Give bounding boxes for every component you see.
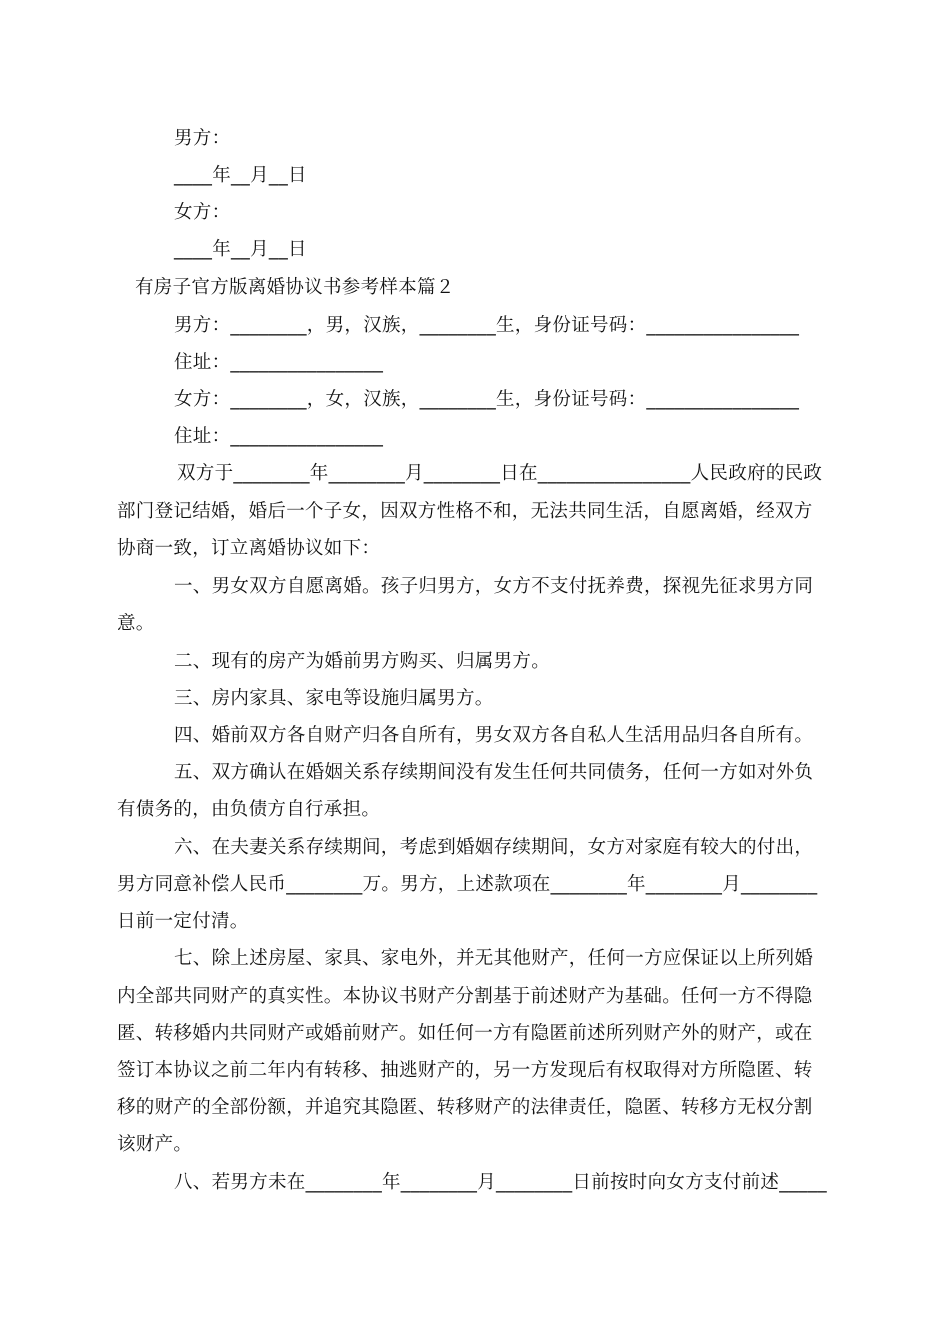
clause-1-line-1: 一、男女双方自愿离婚。孩子归男方，女方不支付抚养费，探视先征求男方同 [174, 576, 814, 597]
clause-8-line-1: 八、若男方未在________年________月________日前按时向女方支付前述_____ [174, 1172, 827, 1193]
male-address: 住址：________________ [174, 352, 384, 373]
clause-5-line-2: 有债务的，由负债方自行承担。 [117, 799, 381, 820]
male-signature-label: 男方： [174, 128, 231, 149]
intro-line-1: 双方于________年________月________日在________________人民政府的民政 [177, 463, 823, 484]
male-party-line: 男方：________，男，汉族，________生，身份证号码：________________ [174, 315, 800, 336]
clause-2: 二、现有的房产为婚前男方购买、归属男方。 [174, 651, 551, 672]
female-address: 住址：________________ [174, 426, 384, 447]
clause-7-line-4: 签订本协议之前二年内有转移、抽逃财产的，另一方发现后有权取得对方所隐匿、转 [117, 1060, 813, 1081]
intro-line-3: 协商一致，订立离婚协议如下： [117, 538, 381, 559]
female-party-line: 女方：________，女，汉族，________生，身份证号码：________________ [174, 389, 800, 410]
clause-3: 三、房内家具、家电等设施归属男方。 [174, 688, 494, 709]
clause-6-line-1: 六、在夫妻关系存续期间，考虑到婚姻存续期间，女方对家庭有较大的付出， [174, 837, 814, 858]
clause-6-line-3: 日前一定付清。 [117, 911, 249, 932]
clause-7-line-2: 内全部共同财产的真实性。本协议书财产分割基于前述财产为基础。任何一方不得隐 [117, 986, 813, 1007]
clause-7-line-5: 移的财产的全部份额，并追究其隐匿、转移财产的法律责任，隐匿、转移方无权分割 [117, 1097, 813, 1118]
clause-6-line-2: 男方同意补偿人民币________万。男方，上述款项在________年________月________ [117, 874, 818, 895]
clause-5-line-1: 五、双方确认在婚姻关系存续期间没有发生任何共同债务，任何一方如对外负 [174, 762, 814, 783]
female-signature-label: 女方： [174, 202, 231, 223]
male-signature-date: ____年__月__日 [174, 165, 307, 186]
clause-1-line-2: 意。 [117, 613, 155, 634]
female-signature-date: ____年__月__日 [174, 239, 307, 260]
clause-7-line-6: 该财产。 [117, 1134, 193, 1155]
clause-7-line-3: 匿、转移婚内共同财产或婚前财产。如任何一方有隐匿前述所列财产外的财产，或在 [117, 1023, 813, 1044]
intro-line-2: 部门登记结婚，婚后一个子女，因双方性格不和，无法共同生活，自愿离婚，经双方 [117, 501, 813, 522]
clause-4: 四、婚前双方各自财产归各自所有，男女双方各自私人生活用品归各自所有。 [174, 725, 814, 746]
section-title: 有房子官方版离婚协议书参考样本篇２ [135, 277, 455, 298]
clause-7-line-1: 七、除上述房屋、家具、家电外，并无其他财产，任何一方应保证以上所列婚 [174, 948, 814, 969]
